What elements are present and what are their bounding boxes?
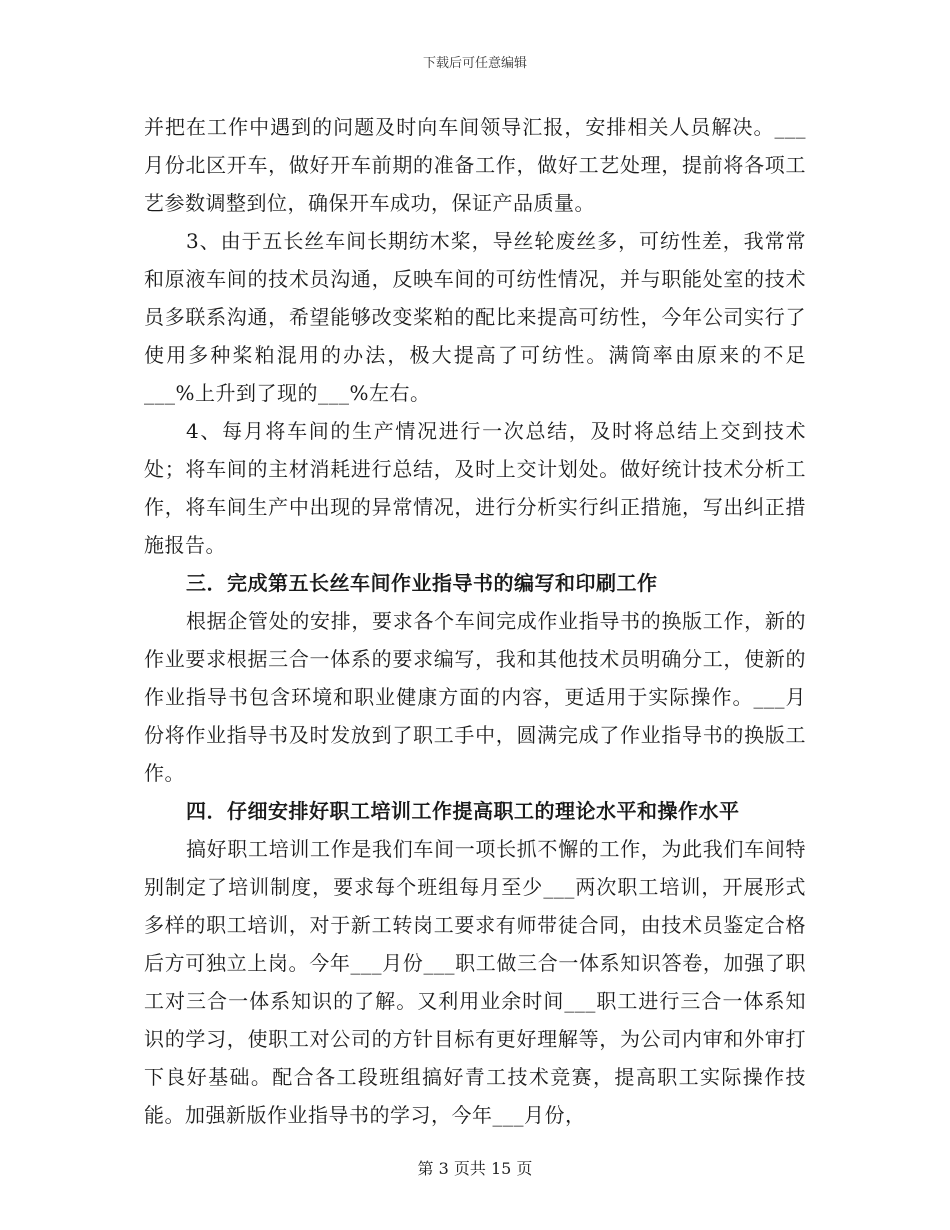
section-heading-3: 三．完成第五长丝车间作业指导书的编写和印刷工作	[186, 571, 658, 595]
paragraph-continuation: 并把在工作中遇到的问题及时向车间领导汇报，安排相关人员解决。___月份北区开车，做好开车前期的准备工作，做好工艺处理，提前将各项工艺参数调整到位，确保开车成功，保证产品质量。	[144, 115, 806, 215]
paragraph-section-4: 搞好职工培训工作是我们车间一项长抓不懈的工作，为此我们车间特别制定了培训制度，要求每个班组每月至少___两次职工培训，开展形式多样的职工培训，对于新工转岗工要求有师带徒合同，由技术员鉴定合格后方可独立上岗。今年___月份___职工做三合一体系知识答卷，加强了职工对三合一体系知识的了解。又利用业余时间___职工进行三合一体系知识的学习，使职工对公司的方针目标有更好理解等，为公司内审和外审打下良好基础。配合各工段班组搞好青工技术竞赛，提高职工实际操作技能。加强新版作业指导书的学习，今年___月份，	[144, 837, 806, 1127]
section-heading-4: 四．仔细安排好职工培训工作提高职工的理论水平和操作水平	[186, 799, 740, 823]
paragraph-section-3: 根据企管处的安排，要求各个车间完成作业指导书的换版工作，新的作业要求根据三合一体系的要求编写，我和其他技术员明确分工，使新的作业指导书包含环境和职业健康方面的内容，更适用于实际操作。___月份将作业指导书及时发放到了职工手中，圆满完成了作业指导书的换版工作。	[144, 609, 806, 785]
page-footer: 第 3 页共 15 页	[417, 1159, 533, 1178]
page-header: 下载后可任意编辑	[422, 56, 527, 71]
paragraph-item-3: 3、由于五长丝车间长期纺木桨，导丝轮废丝多，可纺性差，我常常和原液车间的技术员沟通，反映车间的可纺性情况，并与职能处室的技术员多联系沟通，希望能够改变桨粕的配比来提高可纺性，今年公司实行了使用多种桨粕混用的办法，极大提高了可纺性。满筒率由原来的不足___%上升到了现的___%左右。	[144, 229, 806, 405]
document-body	[144, 108, 806, 1134]
paragraph-item-4: 4、每月将车间的生产情况进行一次总结，及时将总结上交到技术处；将车间的主材消耗进行总结，及时上交计划处。做好统计技术分析工作，将车间生产中出现的异常情况，进行分析实行纠正措施，写出纠正措施报告。	[144, 419, 806, 557]
